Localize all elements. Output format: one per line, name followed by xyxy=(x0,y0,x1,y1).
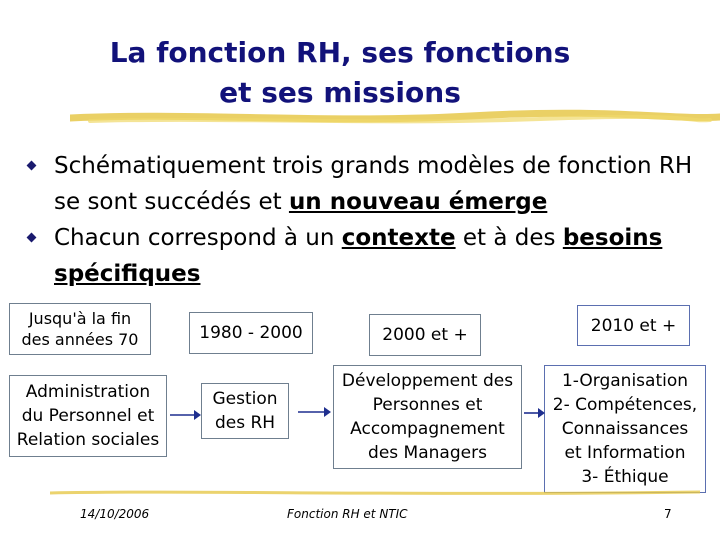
period-4-label: 2010 et + xyxy=(590,315,677,336)
model-1-line2: du Personnel et xyxy=(21,406,155,426)
arrow-right-icon xyxy=(170,404,202,420)
footer-brush-rule xyxy=(50,488,700,498)
bullet-2-text-mid: et à des xyxy=(455,225,563,251)
period-box-1 xyxy=(9,303,151,355)
bullet-item-1 xyxy=(28,148,708,220)
model-4-line4: et Information xyxy=(564,443,686,463)
footer-title: Fonction RH et NTIC xyxy=(287,507,408,521)
model-4-line1: 1-Organisation xyxy=(561,371,689,391)
bullet-1-emphasis: un nouveau émerge xyxy=(288,189,548,215)
model-3-line1: Développement des xyxy=(341,371,514,391)
slide-title-line1: La fonction RH, ses fonctions xyxy=(109,36,571,69)
model-4-line3: Connaissances xyxy=(561,419,689,439)
period-1-line2: des années 70 xyxy=(21,330,139,349)
model-box-admin xyxy=(9,375,167,457)
model-4-line2: 2- Compétences, xyxy=(552,395,698,415)
model-2-line2: des RH xyxy=(214,413,276,433)
bullet-1-text: Schématiquement trois grands modèles de fonction RH se sont succédés et xyxy=(54,153,693,215)
period-2-label: 1980 - 2000 xyxy=(199,323,303,343)
period-box-3 xyxy=(369,314,481,356)
title-underline-brush xyxy=(70,108,720,128)
model-box-future xyxy=(544,365,706,493)
bullet-item-2 xyxy=(28,220,708,292)
arrow-right-icon xyxy=(298,402,332,418)
bullet-2-text: Chacun correspond à un xyxy=(54,225,342,251)
model-4-line5: 3- Éthique xyxy=(581,467,669,487)
period-1-line1: Jusqu'à la fin xyxy=(28,309,132,328)
bullet-2-emphasis-needs: besoins spécifiques xyxy=(54,225,663,287)
slide-title-line2: et ses missions xyxy=(219,76,461,109)
model-3-line2: Personnes et xyxy=(372,395,483,415)
period-3-label: 2000 et + xyxy=(382,325,468,345)
diamond-bullet-icon xyxy=(27,161,37,171)
footer-date: 14/10/2006 xyxy=(80,507,150,521)
model-1-line1: Administration xyxy=(25,382,151,402)
model-box-development xyxy=(333,365,522,469)
bullet-2-emphasis-context: contexte xyxy=(341,225,456,251)
model-2-line1: Gestion xyxy=(212,389,278,409)
period-box-2 xyxy=(189,312,313,354)
arrow-right-icon xyxy=(524,404,546,420)
period-box-4 xyxy=(577,305,690,346)
footer-page-number: 7 xyxy=(664,507,672,521)
bullet-list xyxy=(28,148,708,292)
diamond-bullet-icon xyxy=(27,233,37,243)
model-3-line4: des Managers xyxy=(368,443,487,463)
model-1-line3: Relation sociales xyxy=(16,430,160,450)
model-box-grh xyxy=(201,383,289,439)
model-3-line3: Accompagnement xyxy=(350,419,505,439)
